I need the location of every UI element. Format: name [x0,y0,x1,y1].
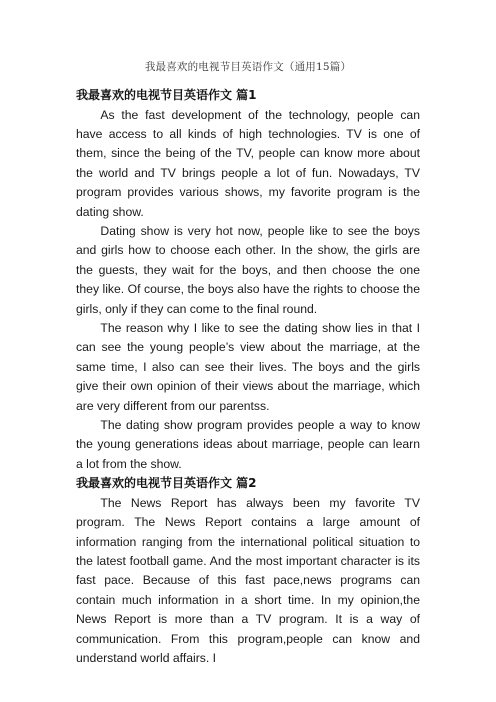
paragraph: As the fast development of the technology, people can have access to all kinds of high technologies. TV is one of them, since the being of the TV, people can know more about the world and TV brings people a lot of fun. Nowadays, TV program provides various shows, my favorite program is the dating show. [76,107,420,219]
paragraph: The reason why I like to see the dating show lies in that I can see the young people’s view about the marriage, at the same time, I also can see their lives. The boys and the girls give their own opinion of their views about the marriage, which are very different from our parentss. [76,320,420,413]
essay-section-2 [76,474,420,668]
paragraph: Dating show is very hot now, people like to see the boys and girls how to choose each other. In the show, the girls are the guests, they wait for the boys, and then choose the one they like. Of course, the boys also have the rights to choose the girls, only if they can come to the final round. [76,223,420,316]
section-heading: 我最喜欢的电视节目英语作文 篇1 [76,88,257,102]
section-heading: 我最喜欢的电视节目英语作文 篇2 [76,476,257,491]
document-title: 我最喜欢的电视节目英语作文（通用15篇） [144,61,352,73]
essay-section-1 [76,86,420,474]
paragraph: The News Report has always been my favorite TV program. The News Report contains a large amount of information ranging from the international political situation to the latest football game. And the most important character is its fast pace. Because of this fast pace,news programs can contain much information in a short time. In my opinion,the News Report is more than a TV program. It is a way of communication. From this program,people can know and understand world affairs. I [76,495,420,665]
paragraph: The dating show program provides people a way to know the young generations ideas about marriage, people can learn a lot from the show. [76,418,420,471]
